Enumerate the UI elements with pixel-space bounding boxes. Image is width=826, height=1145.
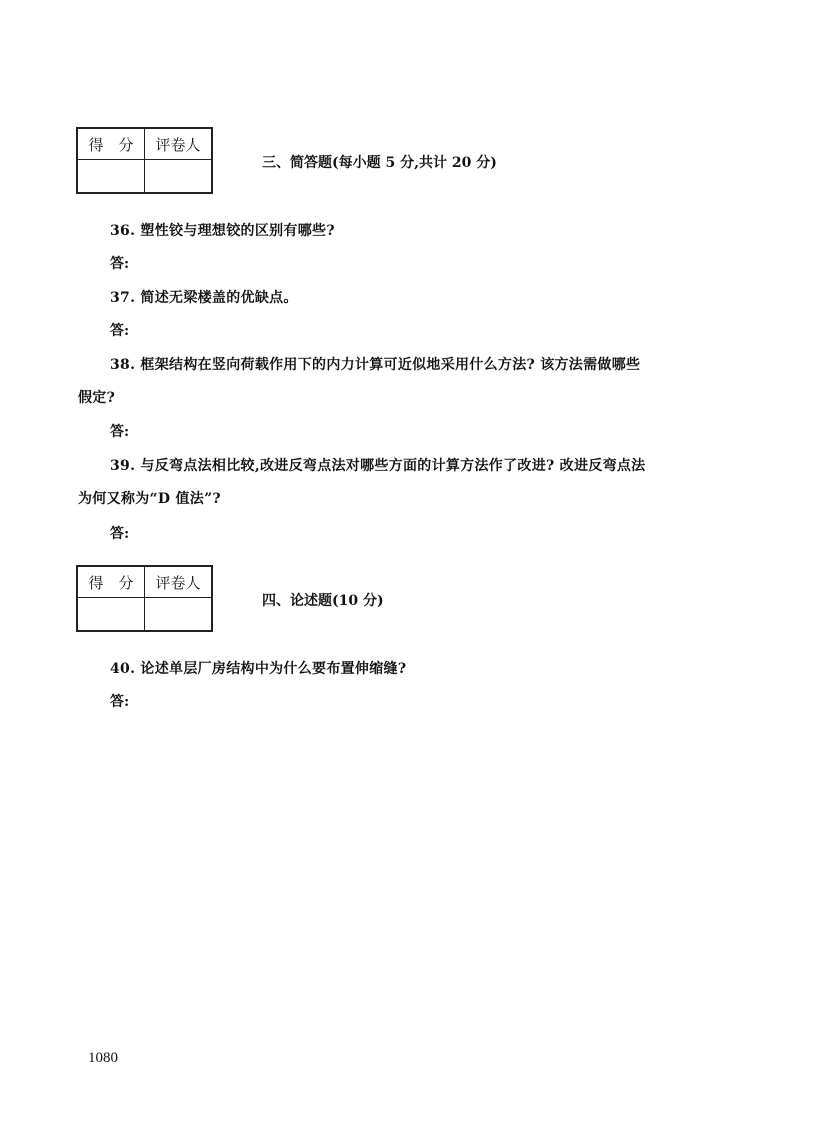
answer-label-40: 答:: [110, 694, 130, 710]
score-cell: [77, 598, 145, 632]
grader-label: 评卷人: [145, 128, 213, 160]
grader-cell: [145, 160, 213, 194]
grader-cell: [145, 598, 213, 632]
section3-title: 三、简答题(每小题 5 分,共计 20 分): [262, 155, 497, 171]
question-39-line1: 39. 与反弯点法相比较,改进反弯点法对哪些方面的计算方法作了改进? 改进反弯点法: [110, 458, 646, 474]
score-cell: [77, 160, 145, 194]
question-38-line2: 假定?: [78, 390, 116, 406]
question-39-line2: 为何又称为“D 值法”?: [78, 491, 221, 507]
question-37: 37. 简述无梁楼盖的优缺点。: [110, 290, 298, 306]
answer-label-36: 答:: [110, 256, 130, 272]
answer-label-37: 答:: [110, 323, 130, 339]
page-number: 1080: [88, 1050, 118, 1066]
score-box-section4: [76, 565, 213, 632]
answer-label-38: 答:: [110, 424, 130, 440]
question-40: 40. 论述单层厂房结构中为什么要布置伸缩缝?: [110, 661, 407, 677]
question-36: 36. 塑性铰与理想铰的区别有哪些?: [110, 223, 335, 239]
grader-label: 评卷人: [145, 566, 213, 598]
section4-title: 四、论述题(10 分): [262, 593, 384, 609]
score-label: 得 分: [77, 128, 145, 160]
answer-label-39: 答:: [110, 526, 130, 542]
score-label: 得 分: [77, 566, 145, 598]
question-38-line1: 38. 框架结构在竖向荷载作用下的内力计算可近似地采用什么方法? 该方法需做哪些: [110, 357, 641, 373]
score-box-section3: [76, 127, 213, 194]
